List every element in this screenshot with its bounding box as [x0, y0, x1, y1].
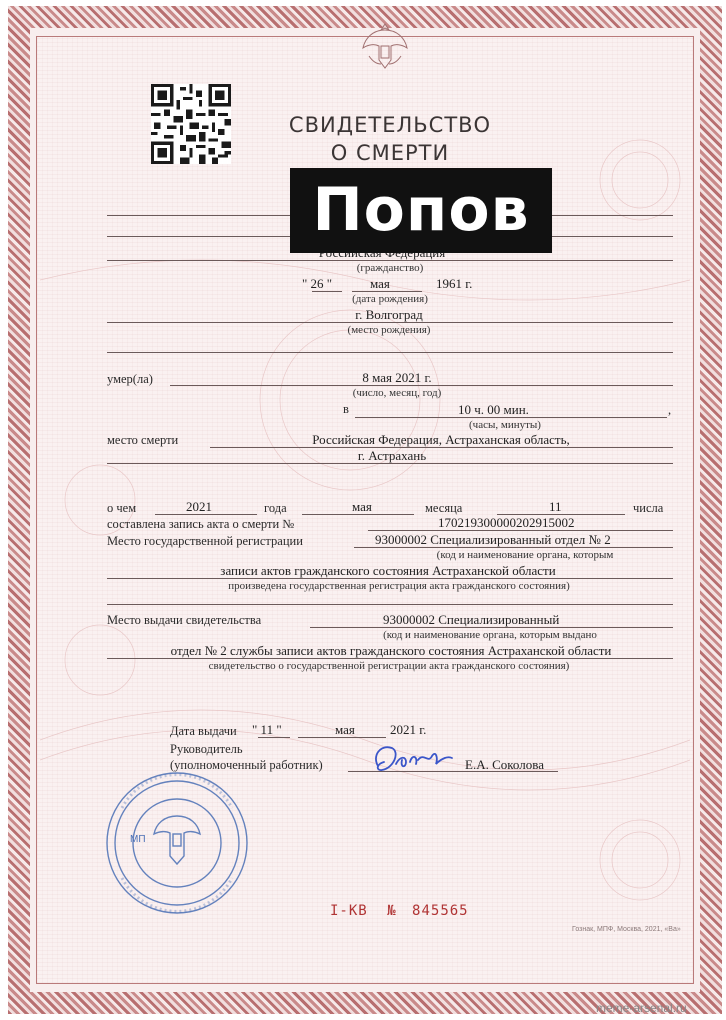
death-time-caption: (часы, минуты) [469, 419, 541, 431]
birth-date-caption: (дата рождения) [352, 293, 428, 305]
head-name: Е.А. Соколова [465, 757, 544, 772]
birth-place-value: г. Волгоград [355, 307, 423, 322]
death-time-value: 10 ч. 00 мин. [458, 402, 529, 417]
issue-month: мая [335, 722, 355, 737]
head-sublabel: (уполномоченный работник) [170, 758, 323, 772]
number-sign: № [387, 903, 397, 919]
registration-place-line [354, 547, 673, 548]
overlay-surname-caption: Попов [290, 168, 552, 253]
death-place-label: место смерти [107, 433, 179, 447]
site-watermark: meme-arsenal.ru [596, 1001, 687, 1015]
record-act-line [368, 530, 673, 531]
birth-month: мая [370, 276, 390, 291]
issue-line-2 [107, 658, 673, 659]
series-code: I-КВ [330, 903, 368, 919]
citizenship-caption: (гражданство) [356, 262, 424, 274]
record-about-label: о чем [107, 501, 137, 515]
birth-place-caption: (место рождения) [347, 324, 431, 336]
official-stamp [102, 768, 252, 918]
record-year: 2021 [186, 499, 212, 514]
registration-caption1: (код и наименование органа, которым [436, 549, 614, 561]
issue-place-line [310, 627, 673, 628]
died-label: умер(ла) [107, 372, 153, 386]
document-title-line2: О СМЕРТИ [330, 141, 450, 165]
blank-line-2 [107, 604, 673, 605]
death-date-line [170, 385, 673, 386]
birth-place-line [107, 322, 673, 323]
record-act-label: составлена запись акта о смерти № [107, 517, 295, 531]
issue-caption1: (код и наименование органа, которым выдано [383, 629, 597, 641]
issue-caption2: свидетельство о государственной регистрации акта гражданского состояния) [208, 660, 570, 672]
signature-icon [366, 738, 456, 782]
record-day-label: числа [633, 501, 664, 515]
death-place-line2: г. Астрахань [357, 448, 427, 463]
issue-day-line [258, 737, 290, 738]
record-year-line [155, 514, 257, 515]
death-date-value: 8 мая 2021 г. [362, 370, 432, 385]
head-label: Руководитель [170, 742, 243, 756]
death-place-line-1 [210, 447, 673, 448]
record-month: мая [352, 499, 372, 514]
record-month-label: месяца [425, 501, 463, 515]
document-title-line1: СВИДЕТЕЛЬСТВО [288, 113, 492, 137]
blank-line-1 [107, 352, 673, 353]
time-prefix: в [343, 402, 349, 416]
death-time-line [355, 417, 667, 418]
birth-day: " 26 " [302, 276, 333, 291]
registration-place-label: Место государственной регистрации [107, 534, 303, 548]
birth-month-line [352, 291, 422, 292]
qr-code [151, 84, 231, 164]
registration-caption2: произведена государственная регистрация акта гражданского состояния) [228, 580, 570, 592]
death-place-line1: Российская Федерация, Астраханская область, [312, 432, 570, 447]
stamp-mark-label: МП [130, 834, 146, 845]
issue-place-value: 93000002 Специализированный [383, 612, 560, 627]
issue-line2: отдел № 2 службы записи актов гражданского состояния Астраханской области [170, 643, 612, 658]
death-time-comma: , [668, 403, 672, 417]
record-month-line [302, 514, 414, 515]
coat-of-arms-icon [355, 16, 415, 76]
printer-note: Гознак, МПФ, Москва, 2021, «Ва» [572, 926, 681, 933]
registration-place-value: 93000002 Специализированный отдел № 2 [375, 532, 611, 547]
registration-line-2 [107, 578, 673, 579]
issue-place-label: Место выдачи свидетельства [107, 613, 262, 627]
birth-day-line [312, 291, 342, 292]
record-act-number: 170219300000202915002 [438, 515, 575, 530]
citizenship-line [107, 260, 673, 261]
death-place-line-2 [107, 463, 673, 464]
registration-line2: записи актов гражданского состояния Астраханской области [220, 563, 556, 578]
issue-year: 2021 г. [390, 722, 427, 737]
birth-year: 1961 г. [436, 276, 473, 291]
series-number [330, 903, 469, 919]
issue-day: " 11 " [252, 722, 282, 737]
certificate-number: 845565 [412, 903, 469, 919]
record-day: 11 [549, 499, 562, 514]
record-year-label: года [264, 501, 287, 515]
death-date-caption: (число, месяц, год) [352, 387, 442, 399]
issue-date-label: Дата выдачи [170, 724, 237, 738]
